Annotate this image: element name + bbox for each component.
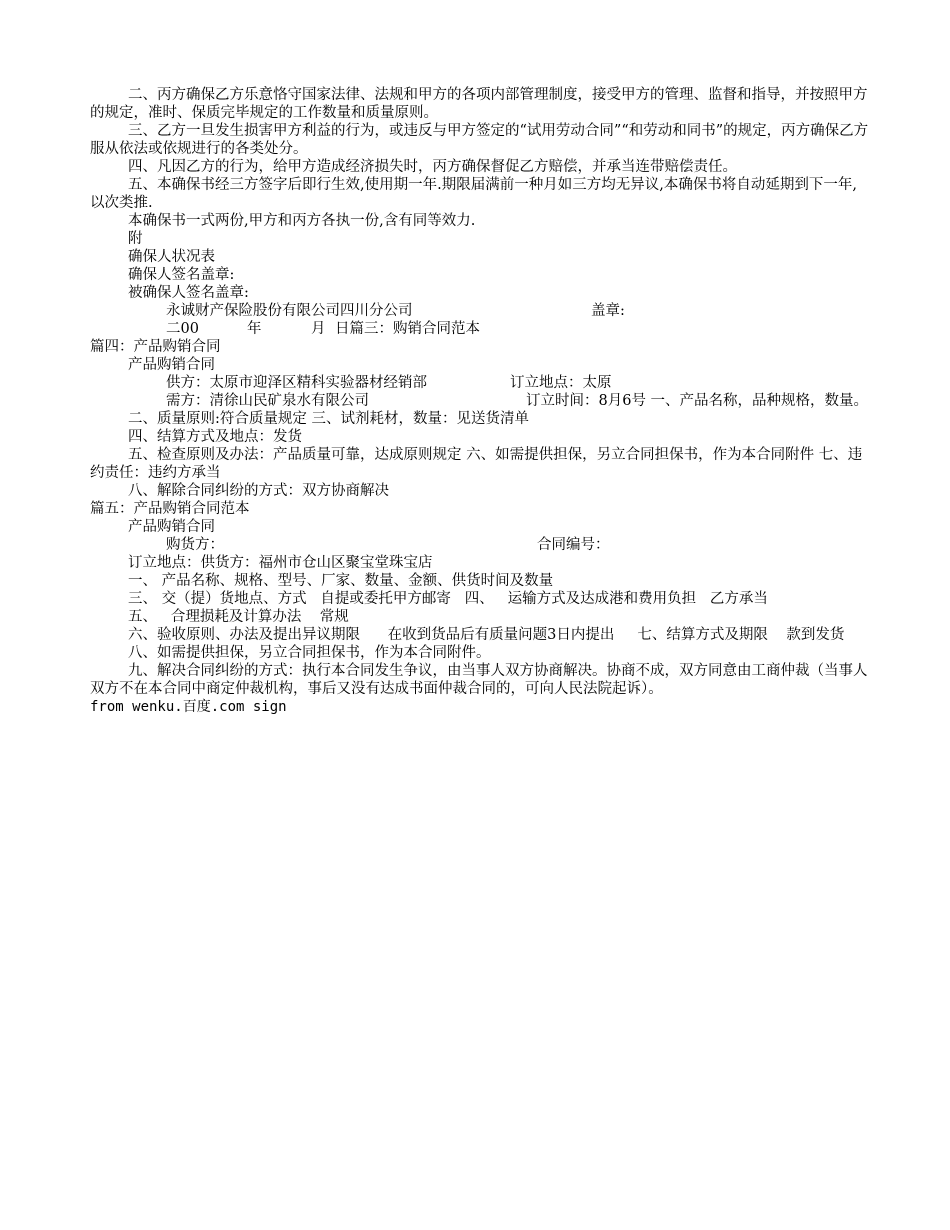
paragraph: 六、验收原则、办法及提出异议期限 在收到货品后有质量问题3日内提出 七、结算方式及期限 款到发货 [128,627,845,643]
paragraph: 五、检查原则及办法：产品质量可靠，达成原则规定 六、如需提供担保，另立合同担保书，作为本合同附件 七、违约责任：违约方承当 [90,447,863,481]
paragraph: 附 [128,231,143,247]
paragraph: 四、凡因乙方的行为，给甲方造成经济损失时，丙方确保督促乙方赔偿，并承当连带赔偿责任。 [128,159,737,175]
date-line [90,320,870,338]
paragraph: 二、质量原则:符合质量规定 三、试剂耗材，数量：见送货清单 [128,411,529,427]
source-footer: from wenku.百度.com sign [90,699,287,715]
section-heading: 篇五：产品购销合同范本 [90,501,250,517]
paragraph: 九、解决合同纠纷的方式：执行本合同发生争议，由当事人双方协商解决。协商不成，双方同意由工商仲裁（当事人双方不在本合同中商定仲裁机构，事后又没有达成书面仲裁合同的，可向人民法院起诉）。 [90,663,868,697]
paragraph: 订立地点：供货方：福州市仓山区聚宝堂珠宝店 [128,555,433,571]
paragraph: 一、 产品名称、规格、型号、厂家、数量、金额、供货时间及数量 [128,573,554,589]
supplier: 供方：太原市迎泽区精科实验器材经销部 [166,375,427,391]
company-stamp-line [90,302,870,320]
date-year: 年 [247,321,262,337]
company-name: 永诚财产保险股份有限公司四川分公司 [166,303,413,319]
paragraph: 五、 合理损耗及计算办法 常规 [128,609,349,625]
sign-place: 订立地点：太原 [510,375,612,391]
paragraph: 确保人签名盖章: [128,267,235,283]
date-year-prefix: 二00 [166,321,199,337]
buyer: 需方：清徐山民矿泉水有限公司 [166,393,369,409]
paragraph: 三、 交（提）货地点、方式 自提或委托甲方邮寄 四、 运输方式及达成港和费用负担 乙方承当 [128,591,768,607]
date-day: 日篇三：购销合同范本 [335,321,480,337]
paragraph: 被确保人签名盖章: [128,285,249,301]
supplier-line [90,374,870,392]
buyer-line [90,392,870,410]
paragraph: 二、丙方确保乙方乐意恪守国家法律、法规和甲方的各项内部管理制度，接受甲方的管理、监督和指导，并按照甲方的规定，准时、保质完毕规定的工作数量和质量原则。 [90,87,868,121]
paragraph: 八、解除合同纠纷的方式：双方协商解决 [128,483,389,499]
stamp-label: 盖章: [591,303,625,319]
contract-title: 产品购销合同 [128,519,215,535]
buyer-line [90,536,870,554]
paragraph: 本确保书一式两份,甲方和丙方各执一份,含有同等效力. [128,213,476,229]
paragraph: 四、结算方式及地点：发货 [128,429,302,445]
document-body [90,86,870,716]
buyer: 购货方： [166,537,224,553]
sign-time: 订立时间：8月6号 一、产品名称，品种规格，数量。 [526,393,869,409]
paragraph: 八、如需提供担保，另立合同担保书，作为本合同附件。 [128,645,491,661]
contract-title: 产品购销合同 [128,357,215,373]
contract-number: 合同编号： [537,537,610,553]
date-month: 月 [311,321,326,337]
paragraph: 确保人状况表 [128,249,215,265]
paragraph: 五、本确保书经三方签字后即行生效,使用期一年.期限届满前一种月如三方均无异议,本确保书将自动延期到下一年,以次类推. [90,177,857,211]
section-heading: 篇四：产品购销合同 [90,339,221,355]
paragraph: 三、乙方一旦发生损害甲方利益的行为，或违反与甲方签定的“试用劳动合同”“和劳动和同书”的规定，丙方确保乙方服从依法或依规进行的各类处分。 [90,123,869,157]
